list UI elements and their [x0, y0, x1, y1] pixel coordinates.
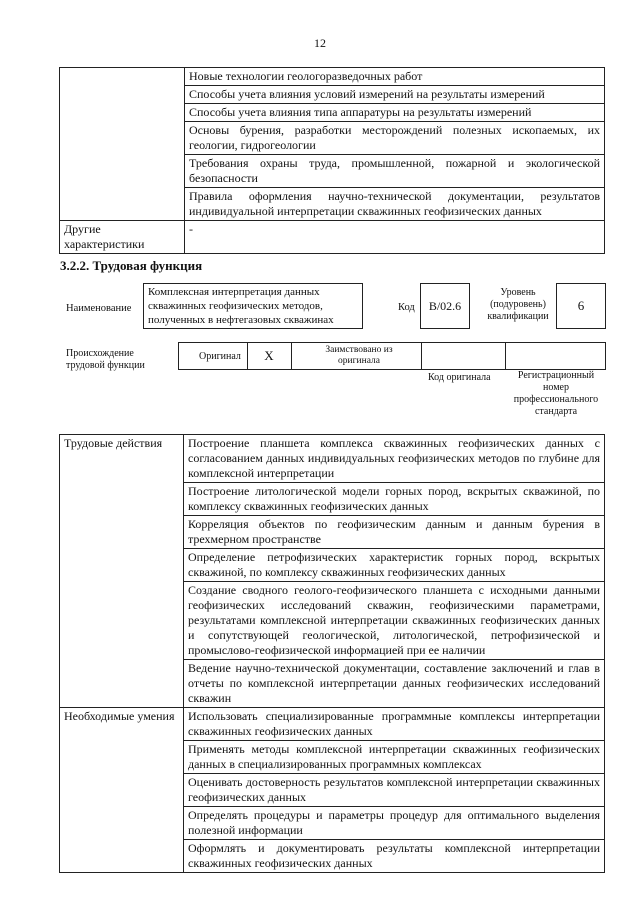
list-item: Правила оформления научно-технической документации, результатов индивидуальной интерпретации скважинных геофизических данных — [185, 188, 605, 221]
labor-function-table — [59, 434, 605, 873]
list-item: Применять методы комплексной интерпретации скважинных геофизических данных в специализированных программных комплексах — [184, 741, 605, 774]
list-item: Построение литологической модели горных пород, вскрытых скважиной, по комплексу скважинных геофизических данных — [184, 483, 605, 516]
list-item: Создание сводного геолого-геофизического планшета с исходными данными геофизических исследований скважин, геофизическими параметрами, результатами комплексной интерпретации скважинных геофизических данных и сопутствующей геологической, литологической, петрофизической и промыслово-геофизической информацией при ее наличии — [184, 582, 605, 660]
list-item: Требования охраны труда, промышленной, пожарной и экологической безопасности — [185, 155, 605, 188]
row-label: Необходимые умения — [60, 708, 184, 873]
code-box — [420, 283, 470, 329]
list-item: Способы учета влияния типа аппаратуры на результаты измерений — [185, 104, 605, 122]
borrowed-label: Заимствовано из оригинала — [325, 345, 393, 366]
original-label: Оригинал — [199, 351, 241, 362]
list-item: Оценивать достоверность результатов комплексной интерпретации скважинных геофизических данных — [184, 774, 605, 807]
list-item: Корреляция объектов по геофизическим данным и данным бурения в трехмерном пространстве — [184, 516, 605, 549]
level-label: Уровень (подуровень) квалификации — [487, 287, 549, 322]
list-item: Основы бурения, разработки месторождений полезных ископаемых, их геологии, гидрогеологии — [185, 122, 605, 155]
list-item: Определение петрофизических характеристик горных пород, вскрытых скважиной, по комплексу скважинных геофизических данных — [184, 549, 605, 582]
row-label: Другие характеристики — [60, 221, 185, 254]
level-value: 6 — [577, 298, 585, 313]
list-item: Новые технологии геологоразведочных работ — [185, 68, 605, 86]
knowledge-table — [59, 67, 605, 254]
level-box — [556, 283, 606, 329]
list-item: Способы учета влияния условий измерений на результаты измерений — [185, 86, 605, 104]
table-row — [60, 708, 605, 741]
list-item: Использовать специализированные программные комплексы интерпретации скважинных геофизических данных — [184, 708, 605, 741]
table-row — [60, 221, 605, 254]
origin-row — [178, 342, 606, 370]
reg-number-label: Регистрационный номер профессионального стандарта — [513, 370, 599, 417]
list-item: Оформлять и документировать результаты комплексной интерпретации скважинных геофизических данных — [184, 840, 605, 873]
code-value: B/02.6 — [428, 299, 462, 313]
row-label: Трудовые действия — [60, 435, 184, 708]
list-item: - — [185, 221, 605, 254]
origin-label: Происхождение трудовой функции — [66, 348, 145, 371]
original-mark: X — [264, 348, 274, 363]
function-name: Комплексная интерпретация данных скважинных геофизических методов, полученных в нефтегазовых скважинах — [148, 286, 334, 326]
list-item: Определять процедуры и параметры процедур для оптимального выделения полезной информации — [184, 807, 605, 840]
code-original-label: Код оригинала — [428, 372, 491, 383]
table-row — [60, 68, 605, 86]
page-number: 12 — [314, 36, 326, 50]
section-title: 3.2.2. Трудовая функция — [60, 258, 203, 273]
name-label: Наименование — [66, 303, 132, 314]
function-name-box — [143, 283, 363, 329]
row-label — [60, 68, 185, 221]
table-row — [60, 435, 605, 483]
list-item: Построение планшета комплекса скважинных геофизических данных с согласованием данных индивидуальных геофизических методов по глубине для комплексной интерпретации — [184, 435, 605, 483]
list-item: Ведение научно-технической документации, составление заключений и глав в отчеты по комплексной интерпретации данных геофизических исследований скважин — [184, 660, 605, 708]
code-label: Код — [398, 302, 415, 313]
